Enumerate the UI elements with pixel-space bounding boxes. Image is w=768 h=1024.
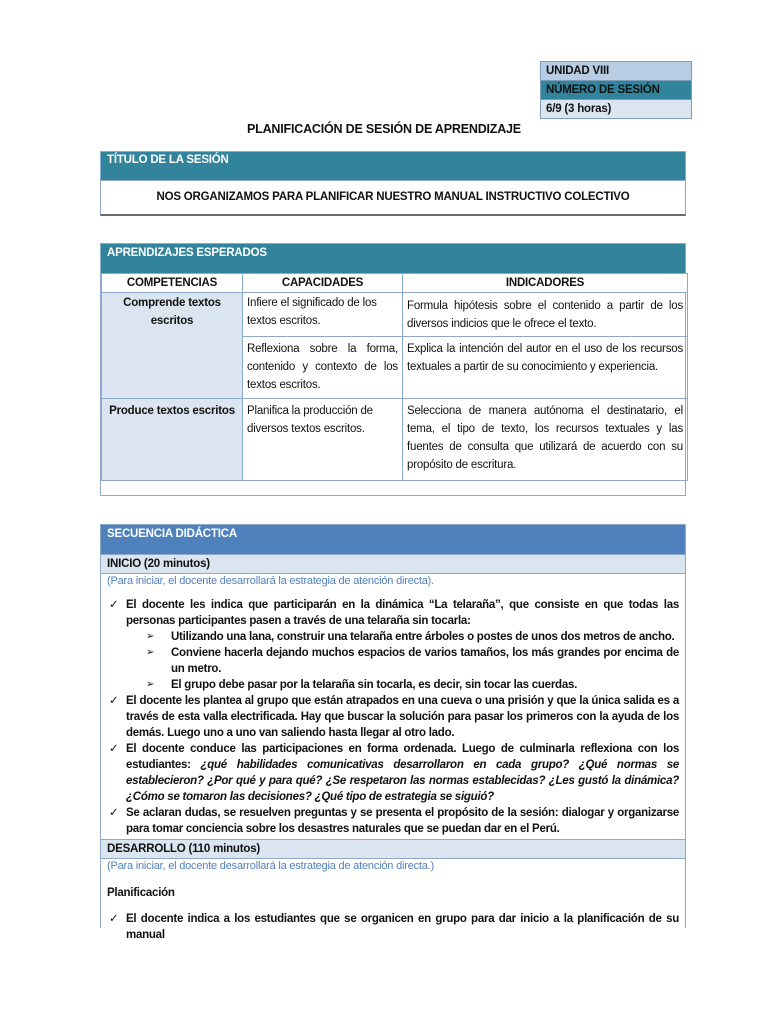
session-title-header: TÍTULO DE LA SESIÓN bbox=[101, 152, 685, 180]
secuencia-header: SECUENCIA DIDÁCTICA bbox=[101, 525, 685, 554]
arrow-bullet-icon: ➢ bbox=[146, 631, 155, 642]
inicio-note: (Para iniciar, el docente desarrollará la estrategia de atención directa). bbox=[107, 575, 435, 587]
page-title: PLANIFICACIÓN DE SESIÓN DE APRENDIZAJE bbox=[247, 122, 521, 136]
list-subitem: ➢ El grupo debe pasar por la telaraña sin tocarla, es decir, sin tocar las cuerdas. bbox=[146, 679, 578, 691]
inicio-title: INICIO (20 minutos) bbox=[101, 554, 685, 574]
list-item: ✓ El docente conduce las participaciones en forma ordenada. Luego de culminarla reflexiona con los estudiantes: ¿qué habilidades comunicativas desarrollaron en cada grupo? ¿Qué normas se establecieron? ¿Por qué y para qué? ¿Se respetaron las normas establecidas? ¿Les gustó la dinámica? ¿Cómo se tomaron las decisiones? ¿Qué tipo de estrategia se siguió? bbox=[109, 743, 679, 803]
list-item: ✓ El docente indica a los estudiantes que se organicen en grupo para dar inicio a la planificación de su manual bbox=[109, 913, 679, 941]
column-header-capacidades: CAPACIDADES bbox=[243, 274, 403, 293]
list-item: ✓ Se aclaran dudas, se resuelven preguntas y se presenta el propósito de la sesión: dialogar y organizarse para tomar conciencia sobre los desastres naturales que se puedan dar en el Perú. bbox=[109, 807, 679, 835]
arrow-bullet-icon: ➢ bbox=[146, 647, 155, 658]
checkmark-icon: ✓ bbox=[109, 913, 119, 925]
indicador-cell: Formula hipótesis sobre el contenido a partir de los diversos indicios que le ofrece el texto. bbox=[403, 293, 688, 337]
list-subitem: ➢ Conviene hacerla dejando muchos espacios de varios tamaños, los más grandes por encima de un metro. bbox=[146, 647, 679, 675]
planificacion-label: Planificación bbox=[107, 887, 175, 899]
checkmark-icon: ✓ bbox=[109, 807, 119, 819]
desarrollo-title: DESARROLLO (110 minutos) bbox=[101, 839, 685, 859]
checkmark-icon: ✓ bbox=[109, 695, 119, 707]
aprendizajes-table bbox=[101, 273, 688, 481]
session-info-box bbox=[540, 61, 692, 119]
session-title-block bbox=[100, 151, 686, 216]
list-subitem: ➢ Utilizando una lana, construir una telaraña entre árboles o postes de unos dos metros de ancho. bbox=[146, 631, 675, 643]
aprendizajes-block bbox=[100, 243, 686, 496]
session-title-text: NOS ORGANIZAMOS PARA PLANIFICAR NUESTRO MANUAL INSTRUCTIVO COLECTIVO bbox=[101, 180, 685, 216]
table-row bbox=[102, 399, 688, 481]
capacidad-cell: Infiere el significado de los textos escritos. bbox=[243, 293, 403, 337]
inicio-content bbox=[101, 590, 685, 839]
aprendizajes-header: APRENDIZAJES ESPERADOS bbox=[101, 244, 685, 273]
arrow-bullet-icon: ➢ bbox=[146, 679, 155, 690]
competencia-cell: Produce textos escritos bbox=[102, 399, 243, 481]
capacidad-cell: Planifica la producción de diversos textos escritos. bbox=[243, 399, 403, 481]
checkmark-icon: ✓ bbox=[109, 743, 119, 755]
secuencia-block bbox=[100, 524, 686, 941]
table-row bbox=[102, 293, 688, 337]
list-item: ✓ El docente les indica que participarán en la dinámica “La telaraña”, que consiste en que todas las personas participantes pasen a través de una telaraña sin tocarla: bbox=[109, 599, 679, 627]
desarrollo-note: (Para iniciar, el docente desarrollará la estrategia de atención directa.) bbox=[107, 860, 435, 872]
unidad-label: UNIDAD VIII bbox=[541, 62, 691, 81]
column-header-indicadores: INDICADORES bbox=[403, 274, 688, 293]
indicador-cell: Selecciona de manera autónoma el destinatario, el tema, el tipo de texto, los recursos textuales y las fuentes de consulta que utilizará de acuerdo con su propósito de escritura. bbox=[403, 399, 688, 481]
indicador-cell: Explica la intención del autor en el uso de los recursos textuales a partir de su conocimiento y experiencia. bbox=[403, 337, 688, 399]
list-item: ✓ El docente les plantea al grupo que están atrapados en una cueva o una prisión y que la única salida es a través de esta valla electrificada. Hay que buscar la solución para pasar los primeros con la ayuda de los demás. Luego uno a uno van saliendo hasta llegar al otro lado. bbox=[109, 695, 679, 739]
capacidad-cell: Reflexiona sobre la forma, contenido y contexto de los textos escritos. bbox=[243, 337, 403, 399]
desarrollo-content bbox=[101, 875, 685, 943]
checkmark-icon: ✓ bbox=[109, 599, 119, 611]
column-header-competencias: COMPETENCIAS bbox=[102, 274, 243, 293]
numero-sesion-label: NÚMERO DE SESIÓN bbox=[541, 81, 691, 100]
competencia-cell: Comprende textos escritos bbox=[102, 293, 243, 399]
numero-sesion-value: 6/9 (3 horas) bbox=[541, 100, 691, 118]
table-header-row bbox=[102, 274, 688, 293]
